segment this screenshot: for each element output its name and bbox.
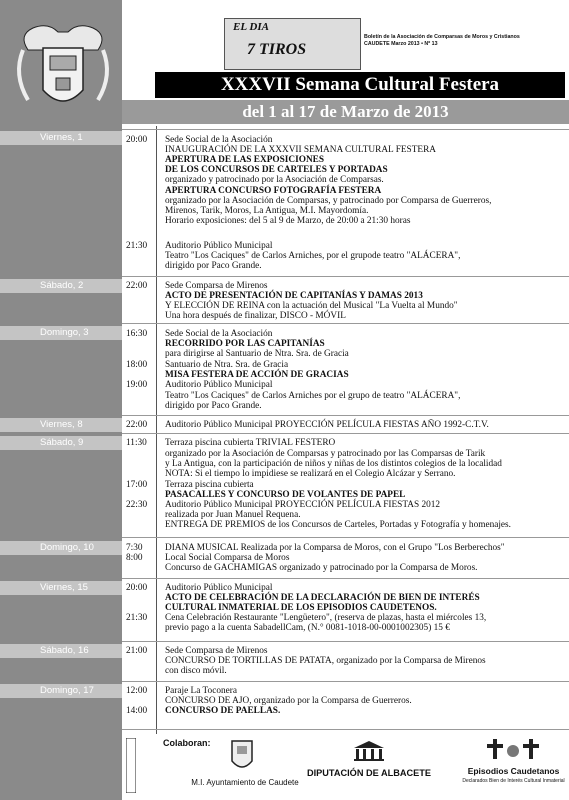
diputacion-label: DIPUTACIÓN DE ALBACETE	[306, 768, 432, 778]
day-label	[0, 279, 122, 293]
event-text: APERTURA CONCURSO FOTOGRAFÍA FESTERA	[165, 186, 382, 196]
event-text: PASACALLES Y CONCURSO DE VOLANTES DE PAPEL	[165, 490, 406, 500]
section-divider	[122, 537, 569, 538]
day-label-text: Sábado, 9	[40, 437, 84, 448]
event-text: CONCURSO DE AJO, organizado por la Comparsa de Guerreros.	[165, 696, 412, 706]
day-label-text: Domingo, 3	[40, 327, 89, 338]
event-time: 22:30	[126, 500, 148, 510]
el-dia-7-tiros-logo	[224, 18, 361, 70]
event-text: CULTURAL INMATERIAL DE LOS EPISODIOS CAUDETENOS.	[165, 603, 437, 613]
day-label-text: Viernes, 8	[40, 419, 83, 430]
episodios-label: Episodios Caudetanos	[467, 766, 560, 776]
event-text: DE LOS CONCURSOS DE CARTELES Y PORTADAS	[165, 165, 388, 175]
event-time: 20:00	[126, 583, 148, 593]
event-text: Horario exposiciones: del 5 al 9 de Marzo, de 20:00 a 21:30 horas	[165, 216, 411, 226]
day-label-text: Sábado, 2	[40, 280, 84, 291]
event-time: 21:00	[126, 646, 148, 656]
event-time: 12:00	[126, 686, 148, 696]
time-divider	[156, 126, 157, 734]
section-divider	[122, 323, 569, 324]
ayuntamiento-crest-icon	[226, 733, 258, 773]
event-text: APERTURA DE LAS EXPOSICIONES	[165, 155, 325, 165]
event-text: Teatro "Los Caciques" de Carlos Arniches, por el grupode teatro "ALÁCERA",	[165, 251, 461, 261]
event-time: 22:00	[126, 420, 148, 430]
colaboran-label: Colaboran:	[163, 738, 211, 748]
section-divider	[122, 433, 569, 434]
event-text: NOTA: Si el tiempo lo impidiese se realizará en el Colegio Alcázar y Serrano.	[165, 469, 456, 479]
event-text: y La Antigua, con la participación de niños y niñas de los distintos colegios de la localidad	[165, 459, 502, 469]
event-text: organizado por la Asociación de Comparsas y patrocinado por las Comparsas de Tarik	[165, 449, 486, 459]
event-text: Auditorio Público Municipal PROYECCIÓN PELÍCULA FIESTAS 2012	[165, 500, 441, 510]
day-label	[0, 581, 122, 595]
event-text: Auditorio Público Municipal	[165, 241, 273, 251]
event-text: organizado y patrocinado por la Asociación de Comparsas.	[165, 175, 384, 185]
event-text: ACTO DE PRESENTACIÓN DE CAPITANÍAS Y DAMAS 2013	[165, 291, 423, 301]
day-label-text: Viernes, 15	[40, 582, 88, 593]
event-text: para dirigirse al Santuario de Ntra. Sra. de Gracia	[165, 349, 349, 359]
event-text: Mirenos, Tarik, Moros, La Antigua, M.I. Mayordomía.	[165, 206, 369, 216]
diputacion-building-icon	[352, 740, 386, 762]
event-text: Terraza piscina cubierta TRIVIAL FESTERO	[165, 438, 336, 448]
day-label	[0, 684, 122, 698]
event-text: INAUGURACIÓN DE LA XXXVII SEMANA CULTURAL FESTERA	[165, 145, 436, 155]
event-text: realizada por Juan Manuel Requena.	[165, 510, 301, 520]
date-range: del 1 al 17 de Marzo de 2013	[122, 100, 569, 124]
event-text: Concurso de GACHAMIGAS organizado y patrocinado por la Comparsa de Moros.	[165, 563, 478, 573]
event-text: Sede Comparsa de Mirenos	[165, 281, 268, 291]
event-text: Paraje La Toconera	[165, 686, 237, 696]
day-label-text: Domingo, 10	[40, 542, 94, 553]
left-sidebar	[0, 0, 122, 800]
event-time: 17:00	[126, 480, 148, 490]
day-label	[0, 436, 122, 450]
section-divider	[122, 129, 569, 130]
coat-of-arms-icon	[8, 20, 118, 115]
banner-subtitle: 7 TIROS	[247, 41, 307, 58]
event-time: 8:00	[126, 553, 143, 563]
event-text: Auditorio Público Municipal PROYECCIÓN PELÍCULA FIESTAS AÑO 1992-C.T.V.	[165, 420, 489, 430]
event-time: 19:00	[126, 380, 148, 390]
event-text: dirigido por Paco Grande.	[165, 401, 262, 411]
event-text: Sede Comparsa de Mirenos	[165, 646, 268, 656]
day-label	[0, 644, 122, 658]
section-divider	[122, 276, 569, 277]
event-text: Local Social Comparsa de Moros	[165, 553, 290, 563]
section-divider	[122, 681, 569, 682]
day-label-text: Viernes, 1	[40, 132, 83, 143]
section-divider	[122, 641, 569, 642]
event-text: con disco móvil.	[165, 666, 227, 676]
event-text: DIANA MUSICAL Realizada por la Comparsa de Moros, con el Grupo "Los Berberechos"	[165, 543, 505, 553]
boletin-info	[364, 34, 539, 48]
event-text: dirigido por Paco Grande.	[165, 261, 262, 271]
event-time: 22:00	[126, 281, 148, 291]
event-text: Teatro "Los Caciques" de Carlos Arniches por el grupo de teatro "ALÁCERA",	[165, 391, 461, 401]
section-divider	[122, 729, 569, 730]
event-text: CONCURSO DE TORTILLAS DE PATATA, organizado por la Comparsa de Mirenos	[165, 656, 486, 666]
event-text: ACTO DE CELEBRACIÓN DE LA DECLARACIÓN DE BIEN DE INTERÉS	[165, 593, 480, 603]
event-text: organizado por la Asociación de Comparsas, y patrocinado por Comparsa de Guerreros,	[165, 196, 492, 206]
event-time: 7:30	[126, 543, 143, 553]
page-title: XXXVII Semana Cultural Festera	[155, 72, 565, 98]
episodios-crosses-icon	[485, 735, 545, 763]
episodios-sub-label: Declarados Bien de Interés Cultural Inmaterial	[462, 778, 565, 784]
day-label	[0, 418, 122, 432]
event-text: RECORRIDO POR LAS CAPITANÍAS	[165, 339, 325, 349]
event-text: Terraza piscina cubierta	[165, 480, 254, 490]
banner-title: EL DIA	[233, 21, 269, 33]
event-text: ENTREGA DE PREMIOS de los Concursos de Carteles, Portadas y Fotografía y homenajes.	[165, 520, 512, 530]
ayuntamiento-label: M.I. Ayuntamiento de Caudete	[191, 778, 299, 787]
event-text: Y ELECCIÓN DE REINA con la actuación del Musical "La Vuelta al Mundo"	[165, 301, 458, 311]
event-text: previo pago a la cuenta SabadellCam, (N.° 0081-1018-00-0001002305) 15 €	[165, 623, 450, 633]
event-time: 18:00	[126, 360, 148, 370]
event-text: Sede Social de la Asociación	[165, 329, 273, 339]
day-label-text: Domingo, 17	[40, 685, 94, 696]
event-text: CONCURSO DE PAELLAS.	[165, 706, 281, 716]
event-text: Cena Celebración Restaurante "Lengüetero", (reserva de plazas, hasta el miércoles 13,	[165, 613, 487, 623]
event-text: Auditorio Público Municipal	[165, 380, 273, 390]
boletin-line-2: CAUDETE Marzo 2013 • Nº 13	[364, 41, 438, 47]
event-text: Auditorio Público Municipal	[165, 583, 273, 593]
event-time: 11:30	[126, 438, 147, 448]
event-time: 14:00	[126, 706, 148, 716]
sponsor-logo-icon	[126, 738, 136, 793]
day-label	[0, 131, 122, 145]
event-text: Una hora después de finalizar, DISCO - MÓVIL	[165, 311, 346, 321]
day-label	[0, 326, 122, 340]
boletin-line-1: Boletín de la Asociación de Comparsas de Moros y Cristianos	[364, 34, 520, 40]
day-label-text: Sábado, 16	[40, 645, 89, 656]
event-time: 16:30	[126, 329, 148, 339]
event-text: Santuario de Ntra. Sra. de Gracia	[165, 360, 289, 370]
section-divider	[122, 415, 569, 416]
event-text: MISA FESTERA DE ACCIÓN DE GRACIAS	[165, 370, 349, 380]
event-time: 21:30	[126, 241, 148, 251]
event-text: Sede Social de la Asociación	[165, 135, 273, 145]
section-divider	[122, 578, 569, 579]
event-time: 20:00	[126, 135, 148, 145]
day-label	[0, 541, 122, 555]
event-time: 21:30	[126, 613, 148, 623]
